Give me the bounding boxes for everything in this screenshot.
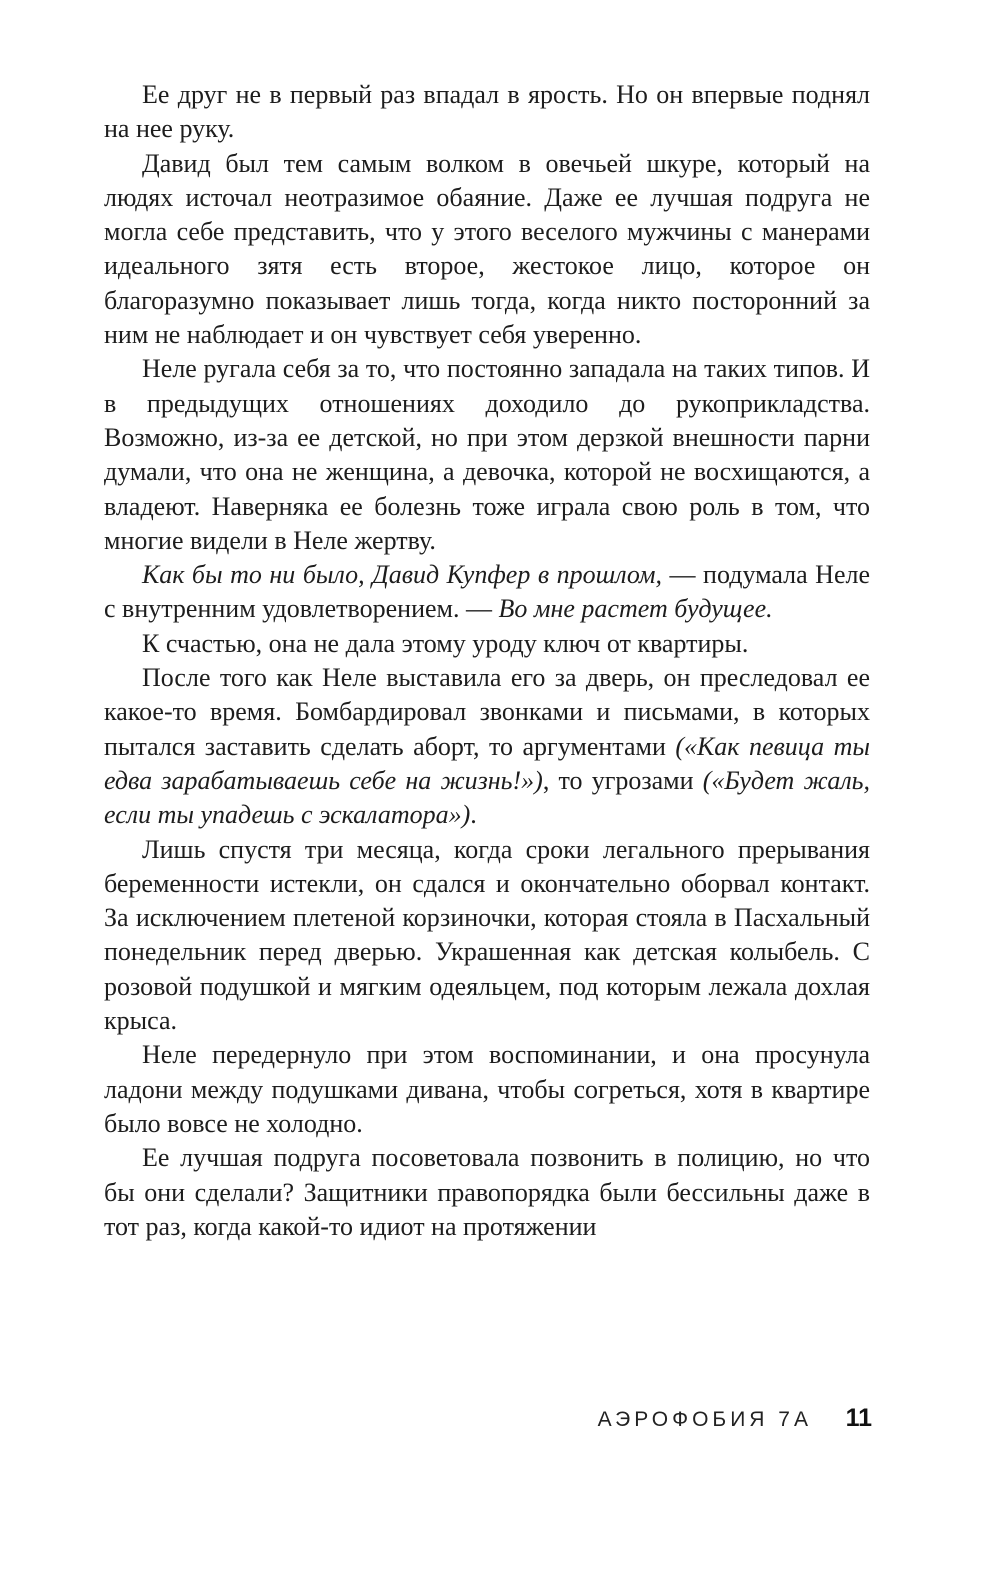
text-segment: Неле ругала себя за то, что постоянно западала на таких типов. И в предыдущих отношениях доходило до рукоприкладства. Возможно, из-за ее детской, но при этом дерзкой внешности парни думали, что она не женщина, а девочка, которой не восхищаются, а владеют. Наверняка ее болезнь тоже играла свою роль в том, что многие видели в Неле жертву. (104, 354, 870, 555)
text-segment: Давид был тем самым волком в овечьей шкуре, который на людях источал неотразимое обаяние. Даже ее лучшая подруга не могла себе представить, что у этого веселого мужчины с манерами идеального зятя есть второе, жестокое лицо, которое он благоразумно показывает лишь тогда, когда никто посторонний за ним не наблюдает и он чувствует себя уверенно. (104, 148, 870, 350)
paragraph (104, 627, 870, 661)
text-segment: , то угрозами (542, 765, 703, 795)
paragraph (104, 1038, 870, 1141)
italic-text: («Будет жаль, если ты упадешь с эскалатора») (104, 765, 870, 830)
text-segment: После того как Неле выставила его за дверь, он преследовал ее какое-то время. Бомбардировал звонками и письмами, в которых пытался заставить сделать аборт, то аргументами (104, 663, 870, 761)
page-number: 11 (845, 1404, 872, 1432)
text-segment: Неле передернуло при этом воспоминании, и она просунула ладони между подушками дивана, чтобы согреться, хотя в квартире было вовсе не холодно. (104, 1040, 870, 1138)
text-segment: Ее лучшая подруга посоветовала позвонить в полицию, но что бы они сделали? Защитники правопорядка были бессильны даже в тот раз, когда какой-то идиот на протяжении (104, 1143, 870, 1241)
body-text (104, 78, 870, 1244)
paragraph (104, 661, 870, 832)
italic-text: Во мне растет будущее. (498, 594, 773, 624)
text-segment: Ее друг не в первый раз впадал в ярость. Но он впервые поднял на нее руку. (104, 80, 870, 144)
text-segment: . (470, 800, 477, 830)
paragraph (104, 558, 870, 627)
italic-text: Как бы то ни было, Давид Купфер в прошлом, (142, 560, 663, 590)
paragraph (104, 147, 870, 353)
paragraph (104, 352, 870, 558)
italic-text: («Как певица ты едва зарабатываешь себе на жизнь!») (104, 731, 870, 795)
paragraph (104, 1141, 870, 1244)
paragraph (104, 833, 870, 1039)
running-title: АЭРОФОБИЯ 7А (597, 1408, 812, 1431)
paragraph (104, 78, 870, 147)
page-footer (104, 1400, 872, 1440)
text-segment: К счастью, она не дала этому уроду ключ от квартиры. (142, 628, 749, 658)
text-segment: Лишь спустя три месяца, когда сроки легального прерывания беременности истекли, он сдался и окончательно оборвал контакт. За исключением плетеной корзиночки, которая стояла в Пасхальный понедельник перед дверью. Украшенная как детская колыбель. С розовой подушкой и мягким одеяльцем, под которым лежала дохлая крыса. (104, 834, 870, 1036)
text-segment: — подумала Неле с внутренним удовлетворением. — (104, 560, 870, 624)
